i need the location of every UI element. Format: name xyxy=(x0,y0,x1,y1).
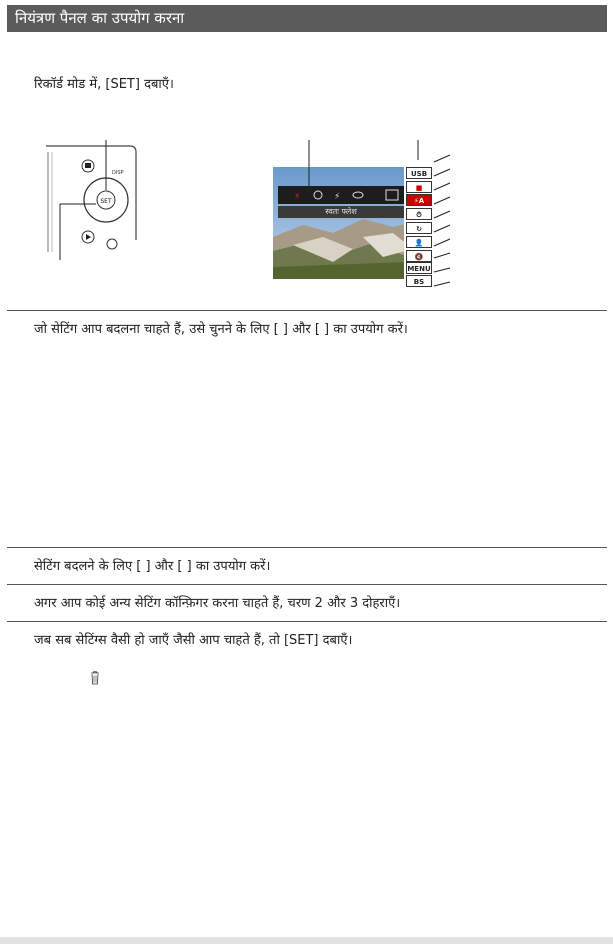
mute-icon: 🔇 xyxy=(406,250,432,262)
step-5-text: जब सब सेटिंग्स वैसी हो जाएँ जैसी आप चाहते हैं, तो [SET] दबाएँ। xyxy=(34,633,353,648)
divider-4 xyxy=(7,621,607,622)
camera-back-illustration xyxy=(30,140,140,260)
step-4-text: अगर आप कोई अन्य सेटिंग कॉन्फ़िगर करना चाहते हैं, चरण 2 और 3 दोहराएँ। xyxy=(34,596,401,611)
step-2-text: जो सेटिंग आप बदलना चाहते हैं, उसे चुनने के लिए [ ] और [ ] का उपयोग करें। xyxy=(34,322,408,337)
svg-text:DISP: DISP xyxy=(112,170,124,176)
menu-icon: MENU xyxy=(406,262,432,274)
divider-2 xyxy=(7,547,607,548)
movie-quality-icon: ■ xyxy=(406,181,432,193)
page-title: नियंत्रण पैनल का उपयोग करना xyxy=(15,9,185,27)
svg-text:⚡: ⚡ xyxy=(294,192,301,202)
self-timer-icon: ⏱ xyxy=(406,208,432,220)
step-1-text: रिकॉर्ड मोड में, [SET] दबाएँ। xyxy=(34,77,174,92)
best-shot-icon: BS xyxy=(406,275,432,287)
flash-mode-label: स्वतः फ्लेश xyxy=(278,206,404,218)
divider-1 xyxy=(7,310,607,311)
svg-text:⚡: ⚡ xyxy=(334,192,341,202)
callout-lines xyxy=(300,140,460,290)
page-title-bar xyxy=(7,5,607,32)
divider-3 xyxy=(7,584,607,585)
trash-icon xyxy=(90,671,100,685)
image-size-icon: USB xyxy=(406,167,432,179)
step-3-text: सेटिंग बदलने के लिए [ ] और [ ] का उपयोग करें। xyxy=(34,559,271,574)
face-detection-icon: 👤 xyxy=(406,236,432,248)
set-button-label: SET xyxy=(100,198,112,205)
page-footer-bar xyxy=(0,937,613,944)
anti-shake-icon: ↻ xyxy=(406,222,432,234)
flash-icon: ⚡A xyxy=(406,194,432,206)
